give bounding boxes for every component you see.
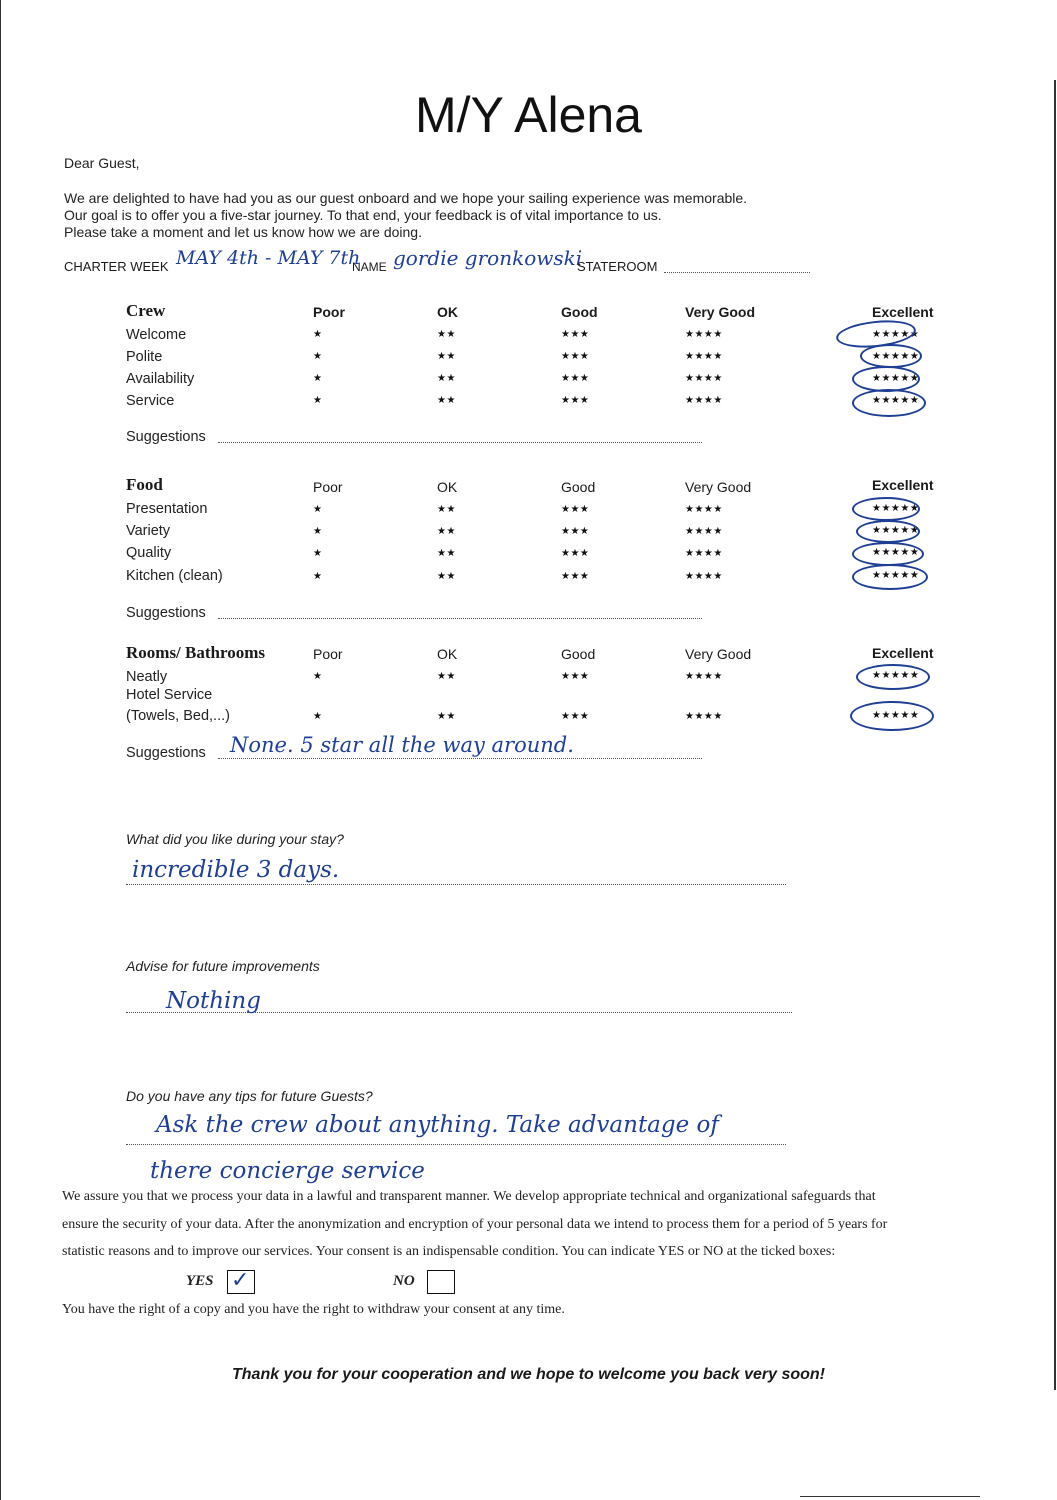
closing-message: Thank you for your cooperation and we hope to welcome you back very soon!	[232, 1366, 825, 1383]
star-option-ok[interactable]: ★★	[437, 329, 456, 340]
scan-edge-bottom	[800, 1496, 980, 1497]
star-option-poor[interactable]: ★	[313, 571, 323, 582]
star-option-ok[interactable]: ★★	[437, 504, 456, 515]
name-label: NAME	[352, 260, 387, 274]
col-very-good: Very Good	[685, 304, 756, 320]
suggestions-field[interactable]	[218, 758, 702, 759]
charter-week-value[interactable]: MAY 4th - MAY 7th	[176, 247, 361, 269]
row-neatly: Neatly	[126, 669, 168, 685]
star-option-poor[interactable]: ★	[313, 329, 323, 340]
answer-liked[interactable]: incredible 3 days.	[132, 857, 340, 883]
row-towels-bed: (Towels, Bed,...)	[126, 708, 230, 724]
star-option-good[interactable]: ★★★	[561, 395, 590, 406]
star-option-good[interactable]: ★★★	[561, 329, 590, 340]
stateroom-label: STATEROOM	[577, 259, 658, 274]
star-option-poor[interactable]: ★	[313, 671, 323, 682]
col-ok: OK	[437, 479, 458, 495]
col-poor: Poor	[313, 479, 343, 495]
col-good: Good	[561, 479, 596, 495]
selection-circle	[856, 520, 920, 543]
row-availability: Availability	[126, 371, 195, 387]
suggestions-answer[interactable]: None. 5 star all the way around.	[230, 733, 574, 757]
name-value[interactable]: gordie gronkowski	[393, 246, 583, 270]
star-option-good[interactable]: ★★★	[561, 548, 590, 559]
selection-circle	[860, 344, 922, 368]
star-option-very-good[interactable]: ★★★★	[685, 526, 723, 537]
intro-line-3: Please take a moment and let us know how we are doing.	[64, 224, 422, 240]
star-option-excellent[interactable]: ★★★★★	[872, 329, 920, 340]
star-option-excellent[interactable]: ★★★★★	[872, 351, 920, 362]
star-option-good[interactable]: ★★★	[561, 351, 590, 362]
col-very-good: Very Good	[685, 479, 752, 495]
row-polite: Polite	[126, 349, 163, 365]
star-option-very-good[interactable]: ★★★★	[685, 548, 723, 559]
consent-line-1: We assure you that we process your data in a lawful and transparent manner. We develop appropriate technical and organizational safeguards that	[62, 1189, 876, 1204]
star-option-good[interactable]: ★★★	[561, 504, 590, 515]
star-option-very-good[interactable]: ★★★★	[685, 504, 723, 515]
answer-field-liked[interactable]	[126, 884, 786, 885]
row-presentation: Presentation	[126, 501, 208, 517]
row-hotel-service: Hotel Service	[126, 687, 213, 703]
star-option-good[interactable]: ★★★	[561, 373, 590, 384]
col-excellent: Excellent	[872, 304, 934, 320]
star-option-ok[interactable]: ★★	[437, 671, 456, 682]
col-excellent: Excellent	[872, 645, 934, 661]
greeting: Dear Guest,	[64, 155, 140, 171]
answer-tips-line-2[interactable]: there concierge service	[150, 1158, 425, 1184]
star-option-good[interactable]: ★★★	[561, 711, 590, 722]
star-option-excellent[interactable]: ★★★★★	[872, 570, 920, 581]
question-improvements: Advise for future improvements	[126, 958, 320, 974]
selection-circle	[852, 542, 924, 566]
row-service: Service	[126, 393, 175, 409]
star-option-ok[interactable]: ★★	[437, 548, 456, 559]
col-very-good: Very Good	[685, 646, 752, 662]
answer-field-tips[interactable]	[126, 1144, 786, 1145]
charter-week-label: CHARTER WEEK	[64, 259, 169, 274]
star-option-poor[interactable]: ★	[313, 504, 323, 515]
star-option-good[interactable]: ★★★	[561, 671, 590, 682]
star-option-excellent[interactable]: ★★★★★	[872, 547, 920, 558]
star-option-ok[interactable]: ★★	[437, 373, 456, 384]
answer-improvements[interactable]: Nothing	[166, 988, 261, 1014]
selection-circle	[852, 389, 926, 417]
star-option-very-good[interactable]: ★★★★	[685, 711, 723, 722]
star-option-poor[interactable]: ★	[313, 711, 323, 722]
star-option-ok[interactable]: ★★	[437, 395, 456, 406]
row-welcome: Welcome	[126, 327, 187, 343]
star-option-poor[interactable]: ★	[313, 351, 323, 362]
star-option-good[interactable]: ★★★	[561, 571, 590, 582]
suggestions-label: Suggestions	[126, 745, 206, 761]
selection-circle	[850, 701, 934, 731]
star-option-excellent[interactable]: ★★★★★	[872, 525, 920, 536]
suggestions-field[interactable]	[218, 442, 702, 443]
star-option-ok[interactable]: ★★	[437, 351, 456, 362]
section-title-food: Food	[126, 475, 163, 494]
col-ok: OK	[437, 646, 458, 662]
col-ok: OK	[437, 304, 458, 320]
star-option-very-good[interactable]: ★★★★	[685, 351, 723, 362]
consent-rights: You have the right of a copy and you have the right to withdraw your consent at any time.	[62, 1302, 565, 1317]
star-option-ok[interactable]: ★★	[437, 526, 456, 537]
suggestions-label: Suggestions	[126, 605, 206, 621]
intro-line-2: Our goal is to offer you a five-star journey. To that end, your feedback is of vital importance to us.	[64, 207, 662, 223]
question-tips: Do you have any tips for future Guests?	[126, 1088, 373, 1104]
col-good: Good	[561, 646, 596, 662]
row-kitchen: Kitchen (clean)	[126, 568, 223, 584]
star-option-excellent[interactable]: ★★★★★	[872, 503, 920, 514]
row-quality: Quality	[126, 545, 172, 561]
star-option-excellent[interactable]: ★★★★★	[872, 710, 920, 721]
scan-edge-right	[1054, 80, 1056, 1390]
yes-label: YES	[186, 1273, 214, 1289]
col-good: Good	[561, 304, 598, 320]
star-option-excellent[interactable]: ★★★★★	[872, 670, 920, 681]
star-option-very-good[interactable]: ★★★★	[685, 329, 723, 340]
consent-line-3: statistic reasons and to improve our services. Your consent is an indispensable condition. You can indicate YES or NO at the ticked boxes:	[62, 1244, 836, 1259]
selection-circle	[852, 564, 928, 590]
star-option-poor[interactable]: ★	[313, 526, 323, 537]
selection-circle	[856, 664, 930, 690]
star-option-ok[interactable]: ★★	[437, 711, 456, 722]
consent-line-2: ensure the security of your data. After the anonymization and encryption of your personal data we intend to process them for a period of 5 years for	[62, 1217, 888, 1232]
star-option-very-good[interactable]: ★★★★	[685, 571, 723, 582]
col-excellent: Excellent	[872, 477, 934, 493]
page-title: M/Y Alena	[414, 87, 642, 143]
star-option-poor[interactable]: ★	[313, 395, 323, 406]
no-checkbox[interactable]	[427, 1270, 455, 1294]
star-option-very-good[interactable]: ★★★★	[685, 671, 723, 682]
star-option-good[interactable]: ★★★	[561, 526, 590, 537]
answer-tips-line-1[interactable]: Ask the crew about anything. Take advantage of	[156, 1112, 719, 1138]
scan-edge-left	[0, 0, 1, 1500]
selection-circle	[852, 497, 920, 521]
col-poor: Poor	[313, 304, 345, 320]
star-option-poor[interactable]: ★	[313, 548, 323, 559]
star-option-excellent[interactable]: ★★★★★	[872, 373, 920, 384]
section-title-crew: Crew	[126, 301, 166, 320]
section-title-rooms: Rooms/ Bathrooms	[126, 643, 265, 662]
yes-checkbox[interactable]	[227, 1270, 255, 1294]
question-liked: What did you like during your stay?	[126, 831, 344, 847]
star-option-very-good[interactable]: ★★★★	[685, 395, 723, 406]
no-label: NO	[393, 1273, 415, 1289]
intro-line-1: We are delighted to have had you as our guest onboard and we hope your sailing experience was memorable.	[64, 190, 748, 206]
star-option-very-good[interactable]: ★★★★	[685, 373, 723, 384]
suggestions-field[interactable]	[218, 618, 702, 619]
stateroom-field[interactable]	[664, 272, 810, 273]
check-mark-icon: ✓	[231, 1268, 250, 1293]
star-option-excellent[interactable]: ★★★★★	[872, 395, 920, 406]
star-option-ok[interactable]: ★★	[437, 571, 456, 582]
row-variety: Variety	[126, 523, 171, 539]
col-poor: Poor	[313, 646, 343, 662]
suggestions-label: Suggestions	[126, 429, 206, 445]
star-option-poor[interactable]: ★	[313, 373, 323, 384]
